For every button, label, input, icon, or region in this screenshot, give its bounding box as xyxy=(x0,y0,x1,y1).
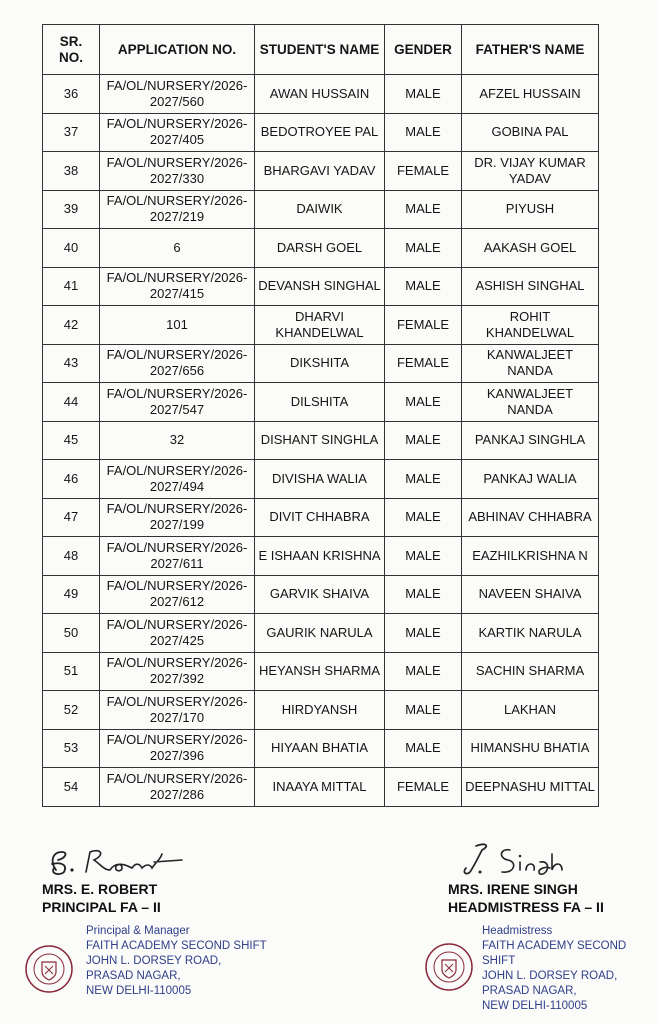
cell-application-no: FA/OL/NURSERY/2026-2027/330 xyxy=(100,152,255,191)
cell-application-no: 101 xyxy=(100,306,255,345)
table-header-row xyxy=(43,25,599,75)
cell-father-name: KANWALJEET NANDA xyxy=(462,344,599,383)
cell-student-name: HIYAAN BHATIA xyxy=(255,729,385,768)
cell-father-name: DEEPNASHU MITTAL xyxy=(462,768,599,807)
cell-father-name: EAZHILKRISHNA N xyxy=(462,537,599,576)
cell-sr-no: 53 xyxy=(43,729,100,768)
cell-gender: FEMALE xyxy=(385,152,462,191)
cell-student-name: BEDOTROYEE PAL xyxy=(255,113,385,152)
cell-sr-no: 36 xyxy=(43,75,100,114)
table-row xyxy=(43,75,599,114)
headmistress-title: HEADMISTRESS FA – II xyxy=(448,899,604,915)
cell-sr-no: 45 xyxy=(43,421,100,460)
table-row xyxy=(43,344,599,383)
cell-gender: MALE xyxy=(385,575,462,614)
cell-application-no: 32 xyxy=(100,421,255,460)
cell-student-name: AWAN HUSSAIN xyxy=(255,75,385,114)
cell-student-name: INAAYA MITTAL xyxy=(255,768,385,807)
stamp-line: JOHN L. DORSEY ROAD, xyxy=(482,970,618,982)
cell-application-no: FA/OL/NURSERY/2026-2027/547 xyxy=(100,383,255,422)
cell-sr-no: 49 xyxy=(43,575,100,614)
cell-sr-no: 40 xyxy=(43,229,100,268)
cell-student-name: GARVIK SHAIVA xyxy=(255,575,385,614)
cell-gender: MALE xyxy=(385,460,462,499)
header-sr-no: SR. NO. xyxy=(43,25,100,75)
table-body xyxy=(43,75,599,807)
principal-stamp-text xyxy=(86,924,302,999)
cell-application-no: FA/OL/NURSERY/2026-2027/425 xyxy=(100,614,255,653)
cell-gender: MALE xyxy=(385,383,462,422)
headmistress-signature-block xyxy=(440,840,650,1014)
cell-student-name: DISHANT SINGHLA xyxy=(255,421,385,460)
table-row xyxy=(43,190,599,229)
cell-sr-no: 41 xyxy=(43,267,100,306)
cell-sr-no: 50 xyxy=(43,614,100,653)
headmistress-handwritten-signature xyxy=(440,840,600,880)
cell-application-no: FA/OL/NURSERY/2026-2027/405 xyxy=(100,113,255,152)
cell-father-name: SACHIN SHARMA xyxy=(462,652,599,691)
cell-gender: MALE xyxy=(385,729,462,768)
stamp-line: NEW DELHI-110005 xyxy=(482,1000,588,1012)
cell-sr-no: 37 xyxy=(43,113,100,152)
headmistress-stamp xyxy=(440,924,650,1014)
cell-application-no: FA/OL/NURSERY/2026-2027/494 xyxy=(100,460,255,499)
table-row xyxy=(43,229,599,268)
cell-sr-no: 48 xyxy=(43,537,100,576)
school-seal-icon xyxy=(24,944,74,994)
cell-student-name: DILSHITA xyxy=(255,383,385,422)
principal-signature-block xyxy=(42,840,302,999)
cell-application-no: FA/OL/NURSERY/2026-2027/415 xyxy=(100,267,255,306)
cell-application-no: FA/OL/NURSERY/2026-2027/560 xyxy=(100,75,255,114)
cell-sr-no: 52 xyxy=(43,691,100,730)
principal-handwritten-signature xyxy=(42,840,192,880)
table-row xyxy=(43,537,599,576)
table-row xyxy=(43,421,599,460)
cell-gender: MALE xyxy=(385,652,462,691)
cell-student-name: GAURIK NARULA xyxy=(255,614,385,653)
cell-father-name: LAKHAN xyxy=(462,691,599,730)
cell-father-name: ASHISH SINGHAL xyxy=(462,267,599,306)
cell-application-no: FA/OL/NURSERY/2026-2027/392 xyxy=(100,652,255,691)
principal-stamp xyxy=(42,924,302,999)
table-row xyxy=(43,575,599,614)
cell-student-name: DIVIT CHHABRA xyxy=(255,498,385,537)
cell-gender: MALE xyxy=(385,498,462,537)
table-row xyxy=(43,768,599,807)
stamp-line: JOHN L. DORSEY ROAD, xyxy=(86,955,222,967)
cell-gender: FEMALE xyxy=(385,306,462,345)
cell-sr-no: 47 xyxy=(43,498,100,537)
cell-application-no: FA/OL/NURSERY/2026-2027/396 xyxy=(100,729,255,768)
cell-student-name: DEVANSH SINGHAL xyxy=(255,267,385,306)
headmistress-name: MRS. IRENE SINGH xyxy=(448,881,578,897)
cell-father-name: ROHIT KHANDELWAL xyxy=(462,306,599,345)
principal-name: MRS. E. ROBERT xyxy=(42,881,158,897)
header-gender: GENDER xyxy=(385,25,462,75)
cell-father-name: KANWALJEET NANDA xyxy=(462,383,599,422)
cell-application-no: 6 xyxy=(100,229,255,268)
header-student-name: STUDENT'S NAME xyxy=(255,25,385,75)
cell-student-name: DARSH GOEL xyxy=(255,229,385,268)
cell-application-no: FA/OL/NURSERY/2026-2027/612 xyxy=(100,575,255,614)
cell-father-name: PANKAJ SINGHLA xyxy=(462,421,599,460)
cell-father-name: AFZEL HUSSAIN xyxy=(462,75,599,114)
cell-application-no: FA/OL/NURSERY/2026-2027/656 xyxy=(100,344,255,383)
cell-father-name: HIMANSHU BHATIA xyxy=(462,729,599,768)
table-row xyxy=(43,652,599,691)
cell-application-no: FA/OL/NURSERY/2026-2027/611 xyxy=(100,537,255,576)
table-row xyxy=(43,306,599,345)
header-father-name: FATHER'S NAME xyxy=(462,25,599,75)
cell-father-name: PANKAJ WALIA xyxy=(462,460,599,499)
cell-father-name: PIYUSH xyxy=(462,190,599,229)
principal-title: PRINCIPAL FA – II xyxy=(42,899,161,915)
table-row xyxy=(43,267,599,306)
cell-application-no: FA/OL/NURSERY/2026-2027/286 xyxy=(100,768,255,807)
headmistress-signature xyxy=(440,840,650,880)
cell-gender: MALE xyxy=(385,614,462,653)
stamp-line: FAITH ACADEMY SECOND SHIFT xyxy=(86,940,267,952)
cell-sr-no: 39 xyxy=(43,190,100,229)
cell-student-name: BHARGAVI YADAV xyxy=(255,152,385,191)
cell-sr-no: 44 xyxy=(43,383,100,422)
table-row xyxy=(43,113,599,152)
cell-sr-no: 46 xyxy=(43,460,100,499)
cell-father-name: NAVEEN SHAIVA xyxy=(462,575,599,614)
cell-gender: MALE xyxy=(385,691,462,730)
cell-gender: MALE xyxy=(385,421,462,460)
cell-student-name: DIKSHITA xyxy=(255,344,385,383)
cell-application-no: FA/OL/NURSERY/2026-2027/199 xyxy=(100,498,255,537)
cell-father-name: KARTIK NARULA xyxy=(462,614,599,653)
cell-gender: MALE xyxy=(385,267,462,306)
cell-father-name: GOBINA PAL xyxy=(462,113,599,152)
principal-signature xyxy=(42,840,302,880)
cell-gender: FEMALE xyxy=(385,344,462,383)
stamp-line: FAITH ACADEMY SECOND SHIFT xyxy=(482,940,627,967)
cell-father-name: ABHINAV CHHABRA xyxy=(462,498,599,537)
headmistress-stamp-text xyxy=(482,924,650,1014)
cell-gender: MALE xyxy=(385,190,462,229)
cell-gender: MALE xyxy=(385,537,462,576)
cell-gender: MALE xyxy=(385,113,462,152)
header-application-no: APPLICATION NO. xyxy=(100,25,255,75)
cell-sr-no: 38 xyxy=(43,152,100,191)
cell-sr-no: 43 xyxy=(43,344,100,383)
table-row xyxy=(43,460,599,499)
table-row xyxy=(43,383,599,422)
table-row xyxy=(43,691,599,730)
cell-student-name: HIRDYANSH xyxy=(255,691,385,730)
admission-list-table xyxy=(42,24,599,807)
stamp-line: NEW DELHI-110005 xyxy=(86,985,192,997)
school-seal-icon xyxy=(424,942,474,992)
table-row xyxy=(43,498,599,537)
cell-sr-no: 42 xyxy=(43,306,100,345)
cell-student-name: DAIWIK xyxy=(255,190,385,229)
cell-sr-no: 54 xyxy=(43,768,100,807)
cell-gender: MALE xyxy=(385,75,462,114)
cell-student-name: HEYANSH SHARMA xyxy=(255,652,385,691)
cell-student-name: DHARVI KHANDELWAL xyxy=(255,306,385,345)
cell-sr-no: 51 xyxy=(43,652,100,691)
cell-student-name: E ISHAAN KRISHNA xyxy=(255,537,385,576)
table-row xyxy=(43,729,599,768)
stamp-line: PRASAD NAGAR, xyxy=(482,985,577,997)
cell-gender: MALE xyxy=(385,229,462,268)
cell-application-no: FA/OL/NURSERY/2026-2027/170 xyxy=(100,691,255,730)
cell-student-name: DIVISHA WALIA xyxy=(255,460,385,499)
table-row xyxy=(43,614,599,653)
cell-father-name: DR. VIJAY KUMAR YADAV xyxy=(462,152,599,191)
cell-gender: FEMALE xyxy=(385,768,462,807)
cell-father-name: AAKASH GOEL xyxy=(462,229,599,268)
table-row xyxy=(43,152,599,191)
stamp-line: Headmistress xyxy=(482,925,553,937)
stamp-line: PRASAD NAGAR, xyxy=(86,970,181,982)
stamp-line: Principal & Manager xyxy=(86,925,190,937)
cell-application-no: FA/OL/NURSERY/2026-2027/219 xyxy=(100,190,255,229)
